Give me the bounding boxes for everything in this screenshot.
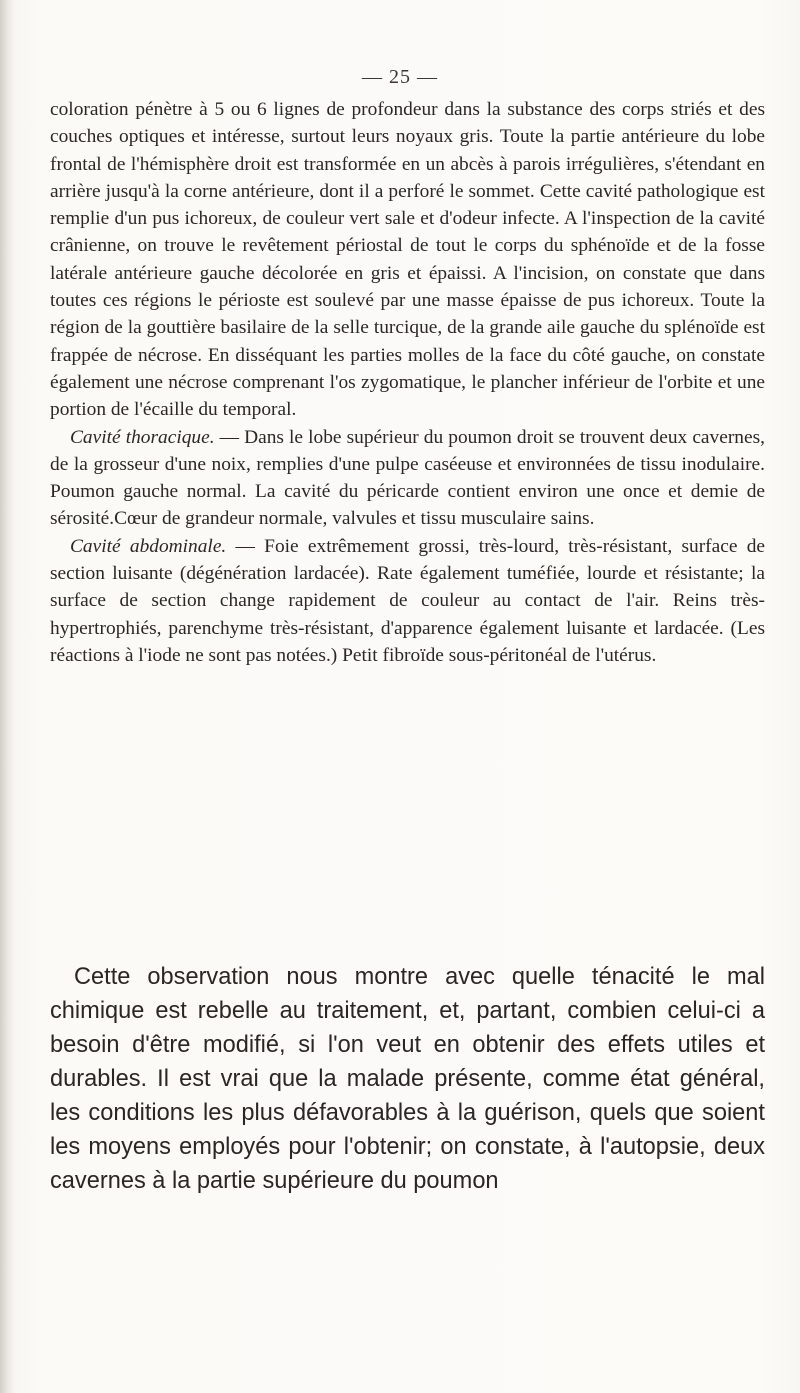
conclusion-paragraph: Cette observation nous montre avec quelle ténacité le mal chimique est rebelle au traitement, et, partant, combien celui-ci a besoin d'être modifié, si l'on veut en obtenir des effets utiles et durables. Il est vrai que la malade présente, comme état général, les conditions les plus défavorables à la guérison, quels que soient les moyens employés pour l'obtenir; on constate, à l'autopsie, deux cavernes à la partie supérieure du poumon [50, 964, 765, 1194]
section-abdominal [50, 533, 765, 669]
section-heading-abdominal: Cavité abdominale. [70, 535, 227, 557]
page-number: — 25 — [362, 66, 438, 88]
section-text-abdominal: — Foie extrêmement grossi, très-lourd, très-résistant, surface de section luisante (dégénération lardacée). Rate également tuméfiée, lourde et résistante; la surface de section change rapidement de couleur au contact de l'air. Reins très-hypertrophiés, parenchyme très-résistant, d'apparence également luisante et lardacée. (Les réactions à l'iode ne sont pas notées.) Petit fibroïde sous-péritonéal de l'utérus. [50, 535, 765, 666]
section-thoracic [50, 424, 765, 533]
commentary [50, 960, 765, 1198]
autopsy-report [50, 96, 765, 669]
page-edge-shadow [0, 0, 14, 1393]
section-text-thoracic: — Dans le lobe supérieur du poumon droit se trouvent deux cavernes, de la grosseur d'une noix, remplies d'une pulpe caséeuse et environnées de tissu inodulaire. Poumon gauche normal. La cavité du péricarde contient environ une once et demie de sérosité.Cœur de grandeur normale, valvules et tissu musculaire sains. [50, 426, 765, 530]
section-heading-thoracic: Cavité thoracique. [70, 426, 215, 448]
paragraph-cranial: coloration pénètre à 5 ou 6 lignes de profondeur dans la substance des corps striés et des couches optiques et intéresse, surtout leurs noyaux gris. Toute la partie antérieure du lobe frontal de l'hémisphère droit est transformée en un abcès à parois irrégulières, s'étendant en arrière jusqu'à la corne antérieure, dont il a perforé le sommet. Cette cavité pathologique est remplie d'un pus ichoreux, de couleur vert sale et d'odeur infecte. A l'inspection de la cavité crânienne, on trouve le revêtement périostal de tout le corps du sphénoïde et de la fosse latérale antérieure gauche décolorée en gris et épaissi. A l'incision, on constate que dans toutes ces régions le périoste est soulevé par une masse épaisse de pus ichoreux. Toute la région de la gouttière basilaire de la selle turcique, de la grande aile gauche du splénoïde est frappée de nécrose. En disséquant les parties molles de la face du côté gauche, on constate également une nécrose comprenant l'os zygomatique, le plancher inférieur de l'orbite et une portion de l'écaille du temporal. [50, 99, 765, 421]
